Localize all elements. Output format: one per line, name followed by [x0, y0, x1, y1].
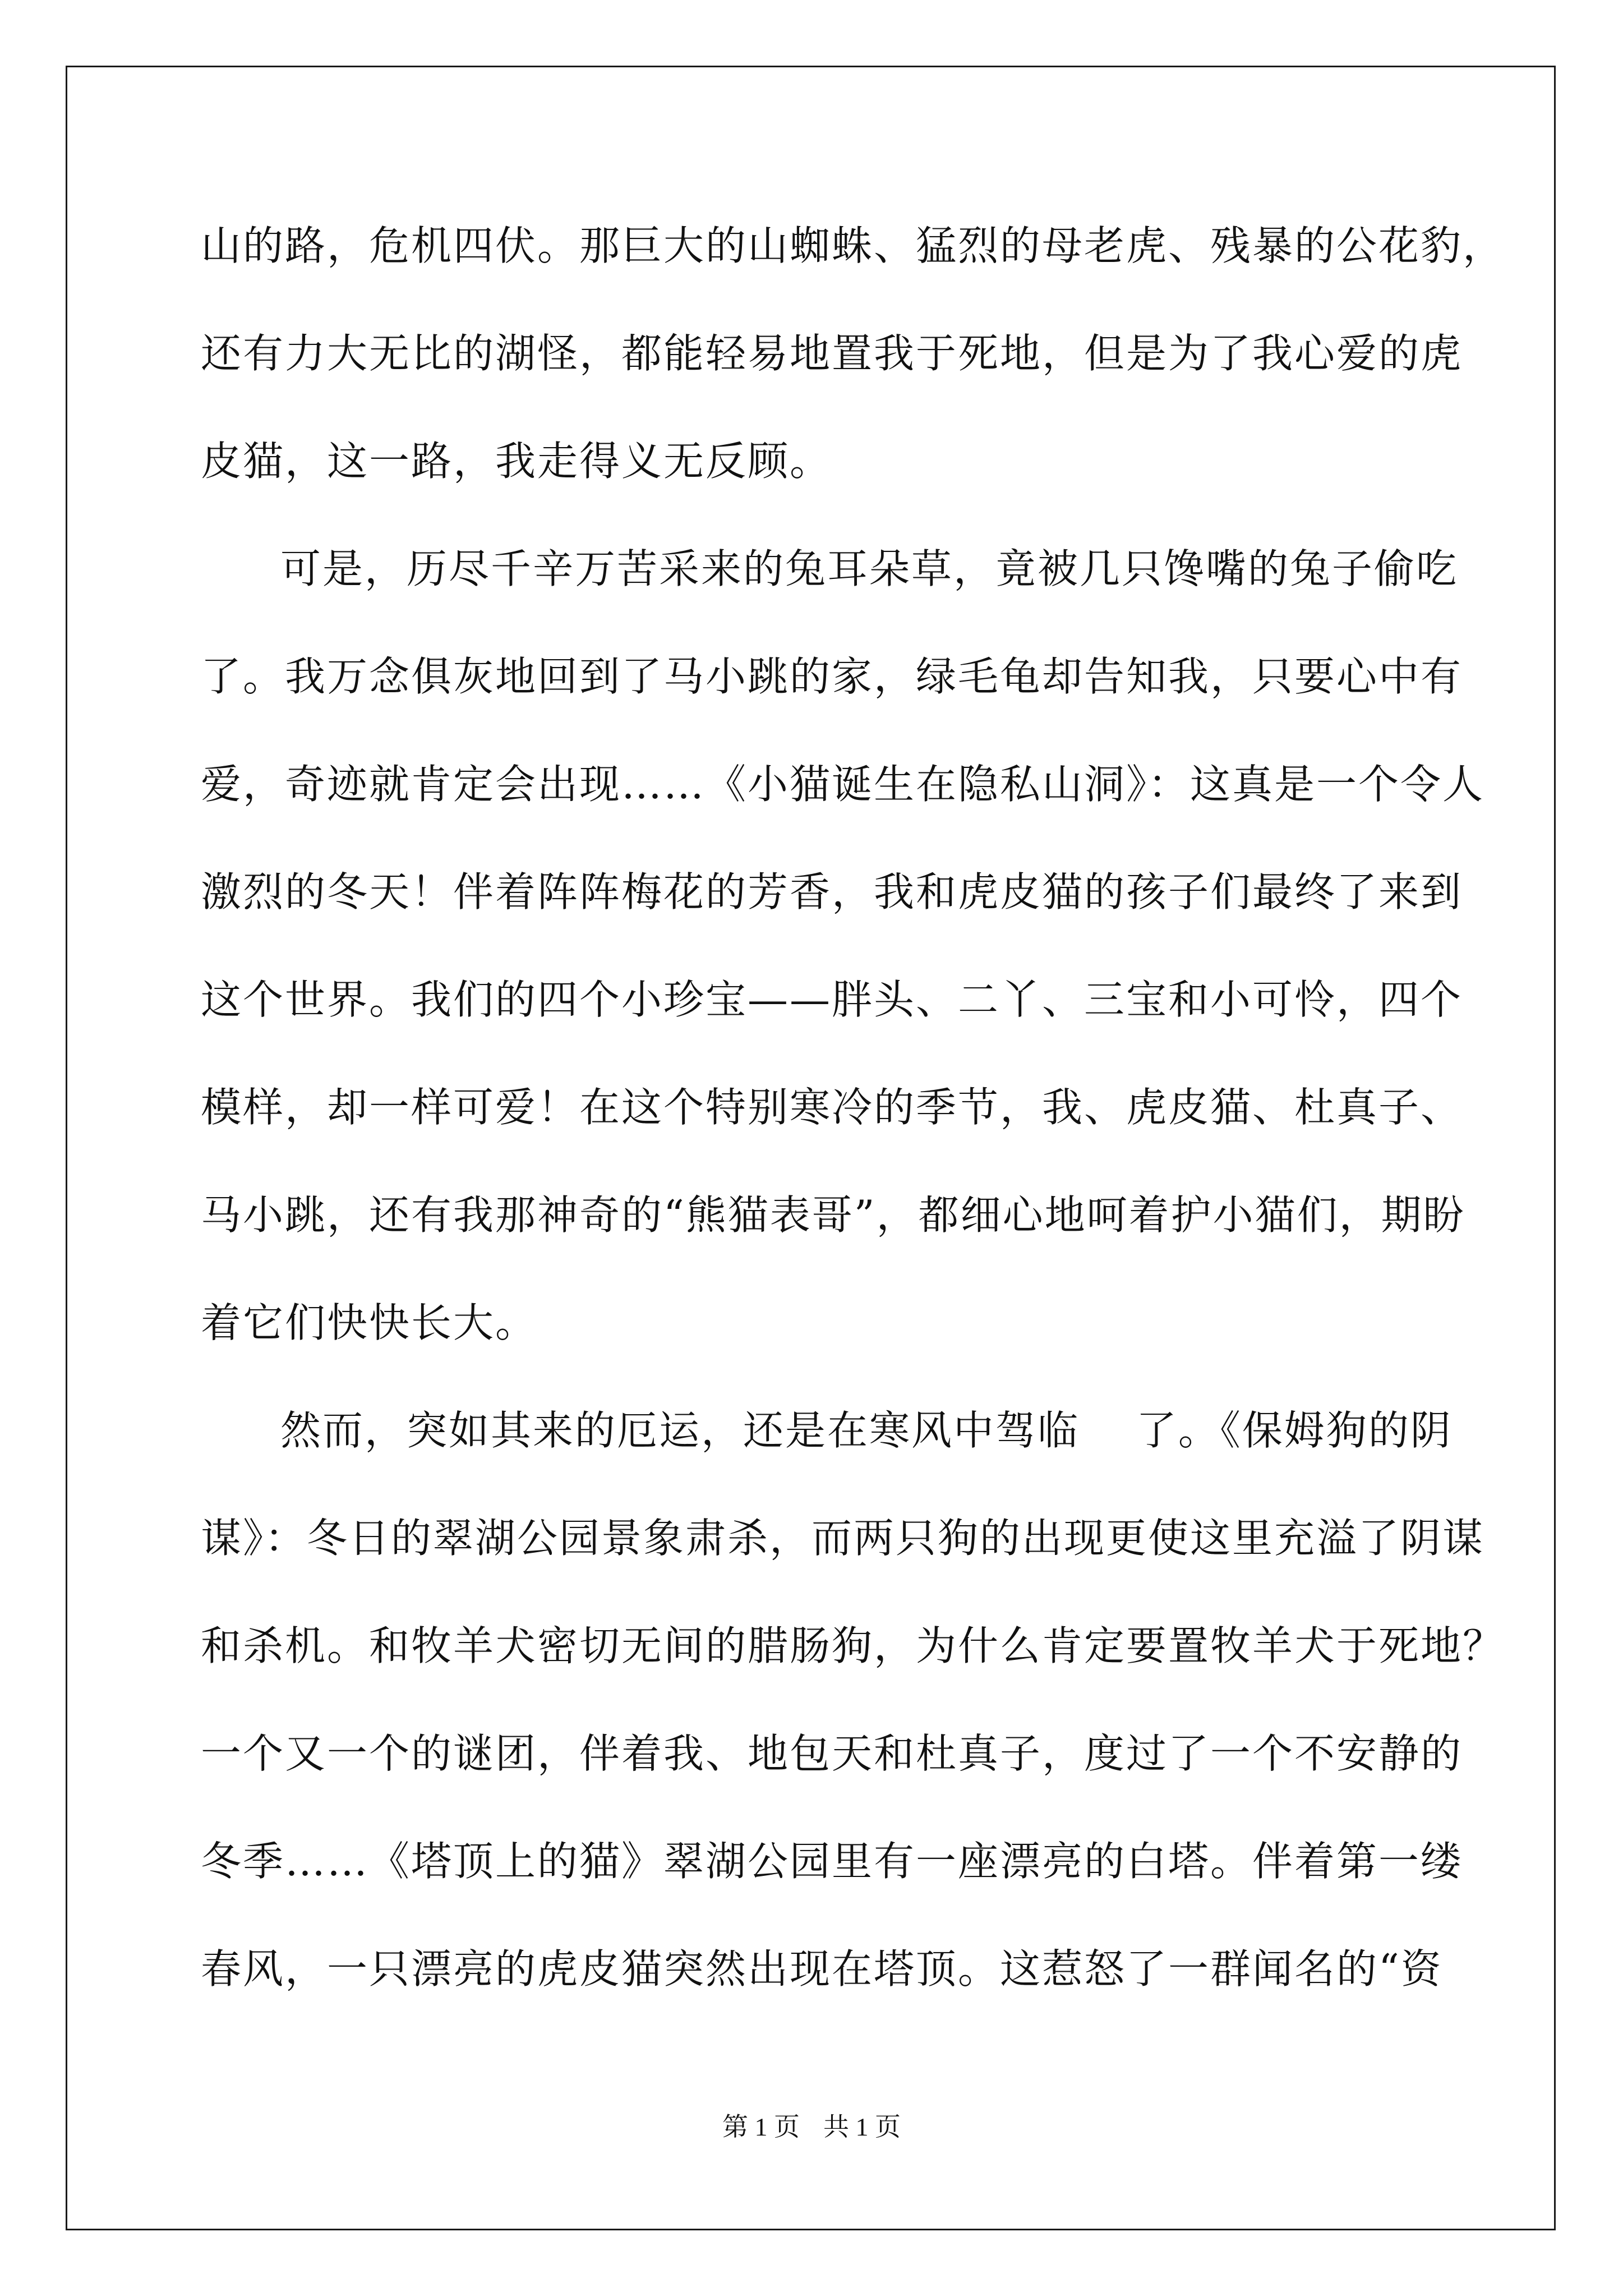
text-line: 山的路，危机四伏。那巨大的山蜘蛛、猛烈的母老虎、残暴的公花豹， [201, 222, 1505, 269]
text-line: 激烈的冬天！伴着阵阵梅花的芳香，我和虎皮猫的孩子们最终了来到 [201, 868, 1463, 915]
text-line: 着它们快快长大。 [201, 1299, 538, 1346]
text-line: 马小跳，还有我那神奇的“熊猫表哥”，都细心地呵着护小猫们，期盼 [201, 1191, 1465, 1239]
text-line: 了。我万念俱灰地回到了马小跳的家，绿毛龟却告知我，只要心中有 [201, 653, 1463, 700]
page-number-current: 第 1 页 [722, 2113, 800, 2141]
text-line: 和杀机。和牧羊犬密切无间的腊肠狗，为什么肯定要置牧羊犬于死地？ [201, 1622, 1505, 1669]
page-footer [0, 2106, 1623, 2143]
page-number-total: 共 1 页 [823, 2113, 901, 2141]
text-line: 皮猫，这一路，我走得义无反顾。 [201, 438, 832, 485]
text-line: 这个世界。我们的四个小珍宝——胖头、二丫、三宝和小可怜，四个 [201, 976, 1463, 1023]
text-line: 春风，一只漂亮的虎皮猫突然出现在塔顶。这惹怒了一群闻名的“资 [201, 1945, 1443, 1993]
text-line: 谋》：冬日的翠湖公园景象肃杀，而两只狗的出现更使这里充溢了阴谋 [201, 1515, 1485, 1562]
paragraph-start-line: 然而，突如其来的厄运，还是在寒风中驾临 了。《保姆狗的阴 [280, 1407, 1453, 1454]
document-body [201, 218, 1505, 2049]
text-line: 还有力大无比的湖怪，都能轻易地置我于死地，但是为了我心爱的虎 [201, 330, 1463, 377]
text-line: 一个又一个的谜团，伴着我、地包天和杜真子，度过了一个不安静的 [201, 1730, 1463, 1777]
text-line: 模样，却一样可爱！在这个特别寒冷的季节，我、虎皮猫、杜真子、 [201, 1084, 1463, 1131]
text-line: 冬季……《塔顶上的猫》翠湖公园里有一座漂亮的白塔。伴着第一缕 [201, 1838, 1463, 1885]
text-line: 爱，奇迹就肯定会出现……《小猫诞生在隐私山洞》：这真是一个令人 [201, 761, 1485, 808]
paragraph-start-line: 可是，历尽千辛万苦采来的兔耳朵草，竟被几只馋嘴的兔子偷吃 [280, 545, 1459, 592]
